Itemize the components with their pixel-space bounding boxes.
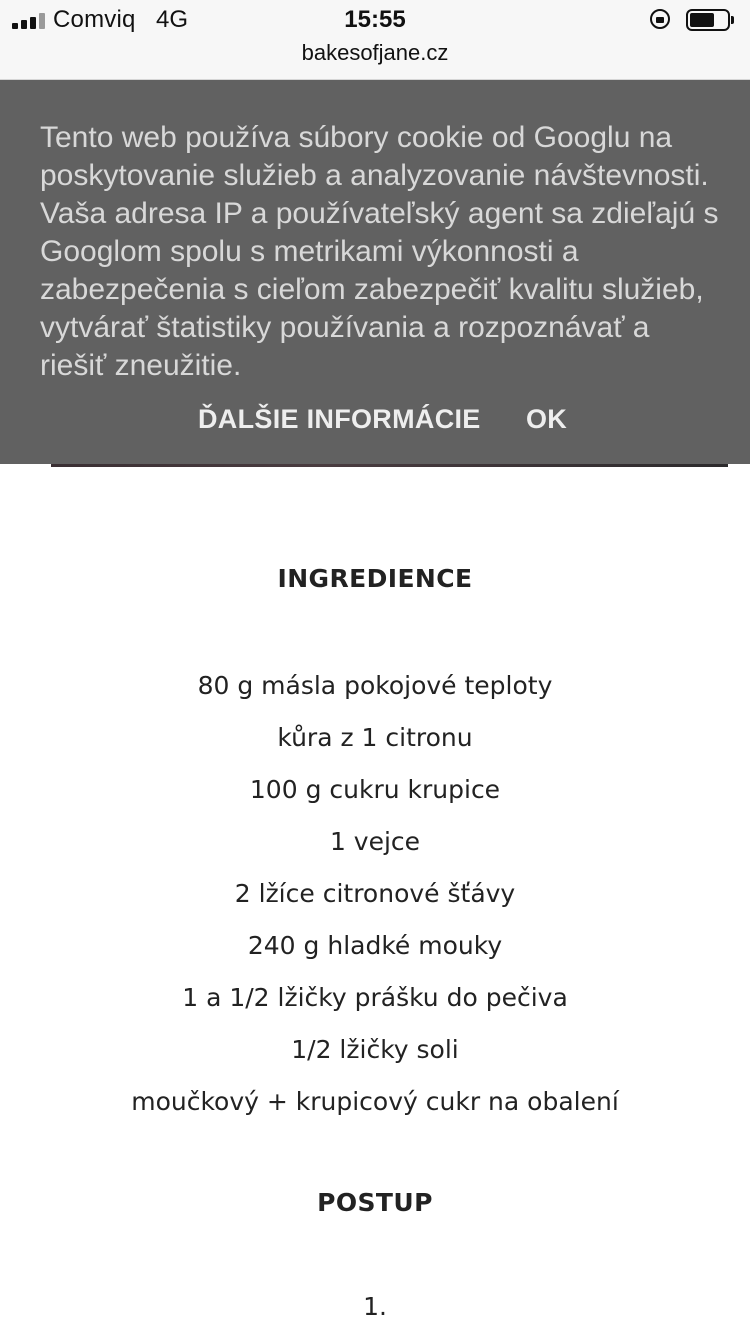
ingredient-item: 80 g másla pokojové teploty (197, 671, 553, 700)
battery-icon (686, 9, 730, 31)
status-time: 15:55 (344, 6, 406, 33)
cookie-actions (0, 404, 750, 448)
address-bar-url[interactable]: bakesofjane.cz (301, 40, 449, 65)
step-number: 1. (363, 1292, 387, 1321)
network-type: 4G (156, 6, 189, 33)
ingredients-heading: INGREDIENCE (277, 564, 473, 593)
ingredient-item: 1 vejce (329, 827, 421, 856)
ingredient-item: 1/2 lžičky soli (291, 1035, 459, 1064)
ingredient-item: 100 g cukru krupice (249, 775, 501, 804)
ingredients-list (0, 666, 750, 1134)
cookie-notice-text: Tento web používa súbory cookie od Googlu na poskytovanie služieb a analyzovanie návštevnosti. Vaša adresa IP a používateľský agent sa zdieľajú s Googlom spolu s metrikami výkonnosti a zabezpečenia s cieľom zabezpečiť kvalitu služieb, vytvárať štatistiky používania a rozpoznávať a riešiť zneužitie. (40, 121, 719, 382)
orientation-lock-icon (650, 9, 670, 29)
ingredient-item: kůra z 1 citronu (277, 723, 473, 752)
ingredient-item: 2 lžíce citronové šťávy (234, 879, 516, 908)
procedure-heading: POSTUP (317, 1188, 433, 1217)
ok-button[interactable]: OK (526, 404, 568, 434)
more-info-button[interactable]: ĎALŠIE INFORMÁCIE (198, 404, 481, 434)
cookie-consent-banner (0, 80, 750, 464)
carrier-name: Comviq (53, 6, 136, 33)
ingredient-item: 1 a 1/2 lžičky prášku do pečiva (182, 983, 568, 1012)
status-bar (0, 0, 750, 80)
ingredient-item: moučkový + krupicový cukr na obalení (131, 1087, 619, 1116)
ingredient-item: 240 g hladké mouky (247, 931, 503, 960)
